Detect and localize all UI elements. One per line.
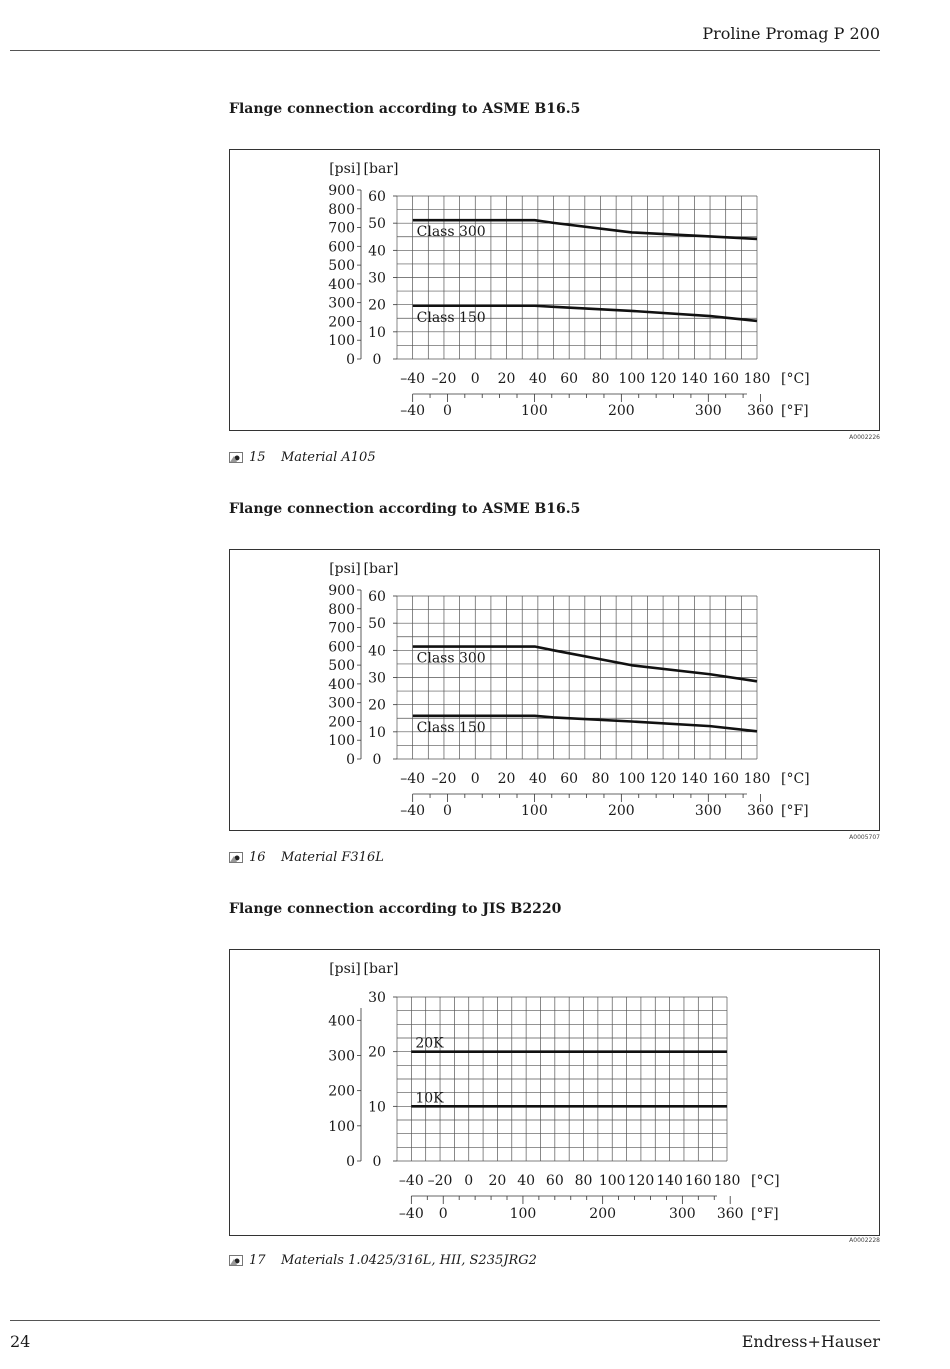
celsius-tick-label: 160 <box>712 371 740 387</box>
fahrenheit-tick-label: –40 <box>398 1206 424 1222</box>
fahrenheit-tick-label: 100 <box>521 803 548 819</box>
celsius-tick-label: 80 <box>591 371 610 387</box>
fahrenheit-tick-label: 360 <box>716 1206 744 1222</box>
psi-tick-label: 600 <box>328 239 355 256</box>
caption-1 <box>229 450 376 465</box>
celsius-tick-label: 180 <box>713 1173 741 1189</box>
celsius-tick-label: 160 <box>684 1173 712 1189</box>
celsius-tick-label: –40 <box>400 371 426 387</box>
psi-tick-label: 100 <box>328 1118 355 1135</box>
figure-id-3: A0002228 <box>849 1237 880 1244</box>
celsius-tick-label: 100 <box>618 771 646 787</box>
footer-rule <box>10 1320 880 1321</box>
psi-unit-label: [psi] <box>329 161 361 177</box>
psi-tick-label: 300 <box>328 695 355 712</box>
caption-number: 16 <box>249 850 266 865</box>
fahrenheit-tick-label: 300 <box>694 803 722 819</box>
fahrenheit-tick-label: 300 <box>668 1206 696 1222</box>
bar-tick-label: 20 <box>368 697 386 714</box>
celsius-unit-label: [°C] <box>781 771 810 787</box>
pressure-temperature-chart-2 <box>230 550 881 832</box>
psi-tick-label: 900 <box>328 183 355 199</box>
celsius-tick-label: 60 <box>560 371 579 387</box>
celsius-tick-label: 160 <box>712 771 740 787</box>
figure-id-1: A0002226 <box>849 434 880 441</box>
psi-tick-label: 500 <box>328 258 355 275</box>
fahrenheit-tick-label: 100 <box>521 403 548 419</box>
bar-tick-label: 20 <box>368 297 386 314</box>
psi-unit-label: [psi] <box>329 561 361 577</box>
caption-text: Material A105 <box>281 450 376 465</box>
fahrenheit-tick-label: 200 <box>607 403 635 419</box>
psi-tick-label: 200 <box>328 314 355 331</box>
fahrenheit-unit-label: [°F] <box>781 403 809 419</box>
header-rule <box>10 50 880 51</box>
caption-2 <box>229 850 384 865</box>
caption-3 <box>229 1253 537 1268</box>
bar-tick-label: 60 <box>368 189 386 205</box>
celsius-tick-label: –20 <box>427 1173 453 1189</box>
celsius-tick-label: 40 <box>528 771 547 787</box>
caption-text: Materials 1.0425/316L, HII, S235JRG2 <box>281 1253 537 1268</box>
psi-tick-label: 600 <box>328 639 355 656</box>
celsius-tick-label: 40 <box>528 371 547 387</box>
bar-tick-label: 0 <box>372 1154 382 1170</box>
pressure-temperature-chart-3 <box>230 950 881 1237</box>
bar-tick-label: 10 <box>368 1099 386 1116</box>
celsius-tick-label: –20 <box>431 371 457 387</box>
document-title: Proline Promag P 200 <box>702 24 880 43</box>
series-label: Class 300 <box>416 224 486 241</box>
bar-tick-label: 40 <box>368 643 386 660</box>
psi-tick-label: 700 <box>328 620 355 637</box>
bar-tick-label: 50 <box>368 216 386 233</box>
celsius-tick-label: 140 <box>656 1173 683 1189</box>
series-label: 10K <box>415 1090 444 1107</box>
section-title-2: Flange connection according to ASME B16.5 <box>229 501 581 517</box>
psi-tick-label: 800 <box>328 601 355 618</box>
psi-tick-label: 400 <box>328 676 355 693</box>
psi-tick-label: 400 <box>328 1013 355 1030</box>
bar-tick-label: 50 <box>368 616 386 633</box>
fahrenheit-tick-label: 360 <box>747 403 774 419</box>
celsius-tick-label: 0 <box>470 371 480 387</box>
bar-tick-label: 30 <box>368 670 386 687</box>
bar-unit-label: [bar] <box>363 161 399 177</box>
footer-brand: Endress+Hauser <box>741 1332 880 1351</box>
celsius-tick-label: 180 <box>743 771 771 787</box>
psi-tick-label: 0 <box>346 1154 355 1170</box>
celsius-tick-label: 120 <box>627 1173 655 1189</box>
psi-tick-label: 0 <box>346 752 355 768</box>
psi-tick-label: 300 <box>328 1048 355 1065</box>
caption-number: 15 <box>249 450 266 465</box>
fahrenheit-unit-label: [°F] <box>751 1206 779 1222</box>
pressure-temperature-chart-1 <box>230 150 881 432</box>
diagram-3 <box>229 949 880 1236</box>
celsius-tick-label: 120 <box>649 771 677 787</box>
bar-tick-label: 10 <box>368 724 386 741</box>
celsius-tick-label: 60 <box>560 771 579 787</box>
celsius-tick-label: 40 <box>517 1173 536 1189</box>
celsius-tick-label: 140 <box>681 771 708 787</box>
bar-tick-label: 0 <box>372 352 382 368</box>
caption-number: 17 <box>249 1253 266 1268</box>
celsius-tick-label: 80 <box>591 771 610 787</box>
celsius-tick-label: 80 <box>574 1173 593 1189</box>
psi-tick-label: 200 <box>328 1083 355 1100</box>
psi-tick-label: 400 <box>328 276 355 293</box>
celsius-tick-label: 20 <box>488 1173 507 1189</box>
section-title-1: Flange connection according to ASME B16.5 <box>229 101 581 117</box>
fahrenheit-tick-label: 300 <box>694 403 722 419</box>
fahrenheit-tick-label: –40 <box>400 803 426 819</box>
diagram-2 <box>229 549 880 831</box>
figure-icon <box>229 1255 243 1266</box>
psi-tick-label: 800 <box>328 201 355 218</box>
series-label: Class 150 <box>416 719 486 736</box>
celsius-tick-label: –40 <box>400 771 426 787</box>
bar-tick-label: 40 <box>368 243 386 260</box>
fahrenheit-unit-label: [°F] <box>781 803 809 819</box>
figure-icon <box>229 852 243 863</box>
psi-tick-label: 700 <box>328 220 355 237</box>
bar-unit-label: [bar] <box>363 561 399 577</box>
psi-tick-label: 0 <box>346 352 355 368</box>
celsius-unit-label: [°C] <box>751 1173 780 1189</box>
series-label: Class 300 <box>416 650 486 667</box>
bar-tick-label: 30 <box>368 270 386 287</box>
celsius-tick-label: –20 <box>431 771 457 787</box>
psi-tick-label: 900 <box>328 583 355 599</box>
psi-unit-label: [psi] <box>329 961 361 977</box>
psi-tick-label: 100 <box>328 333 355 350</box>
fahrenheit-tick-label: 200 <box>607 803 635 819</box>
series-label: 20K <box>415 1035 444 1052</box>
page-number: 24 <box>10 1332 31 1351</box>
series-label: Class 150 <box>416 309 486 326</box>
fahrenheit-tick-label: 0 <box>438 1206 448 1222</box>
bar-tick-label: 10 <box>368 324 386 341</box>
psi-tick-label: 100 <box>328 733 355 750</box>
bar-tick-label: 30 <box>368 990 386 1006</box>
celsius-tick-label: 100 <box>598 1173 626 1189</box>
psi-tick-label: 500 <box>328 658 355 675</box>
bar-tick-label: 0 <box>372 752 382 768</box>
celsius-tick-label: 0 <box>470 771 480 787</box>
bar-tick-label: 60 <box>368 589 386 605</box>
celsius-tick-label: 100 <box>618 371 646 387</box>
psi-tick-label: 200 <box>328 714 355 731</box>
celsius-tick-label: 180 <box>743 371 771 387</box>
bar-unit-label: [bar] <box>363 961 399 977</box>
celsius-tick-label: 20 <box>497 771 516 787</box>
caption-text: Material F316L <box>281 850 384 865</box>
section-title-3: Flange connection according to JIS B2220 <box>229 901 562 917</box>
celsius-tick-label: –40 <box>398 1173 424 1189</box>
celsius-tick-label: 120 <box>649 371 677 387</box>
fahrenheit-tick-label: 200 <box>589 1206 617 1222</box>
diagram-1 <box>229 149 880 431</box>
fahrenheit-tick-label: 0 <box>442 403 452 419</box>
celsius-tick-label: 0 <box>464 1173 474 1189</box>
fahrenheit-tick-label: –40 <box>400 403 426 419</box>
fahrenheit-tick-label: 0 <box>442 803 452 819</box>
figure-id-2: A0005707 <box>849 834 880 841</box>
psi-tick-label: 300 <box>328 295 355 312</box>
fahrenheit-tick-label: 360 <box>747 803 774 819</box>
celsius-tick-label: 60 <box>545 1173 564 1189</box>
celsius-tick-label: 20 <box>497 371 516 387</box>
figure-icon <box>229 452 243 463</box>
celsius-tick-label: 140 <box>681 371 708 387</box>
celsius-unit-label: [°C] <box>781 371 810 387</box>
fahrenheit-tick-label: 100 <box>509 1206 537 1222</box>
bar-tick-label: 20 <box>368 1044 386 1061</box>
